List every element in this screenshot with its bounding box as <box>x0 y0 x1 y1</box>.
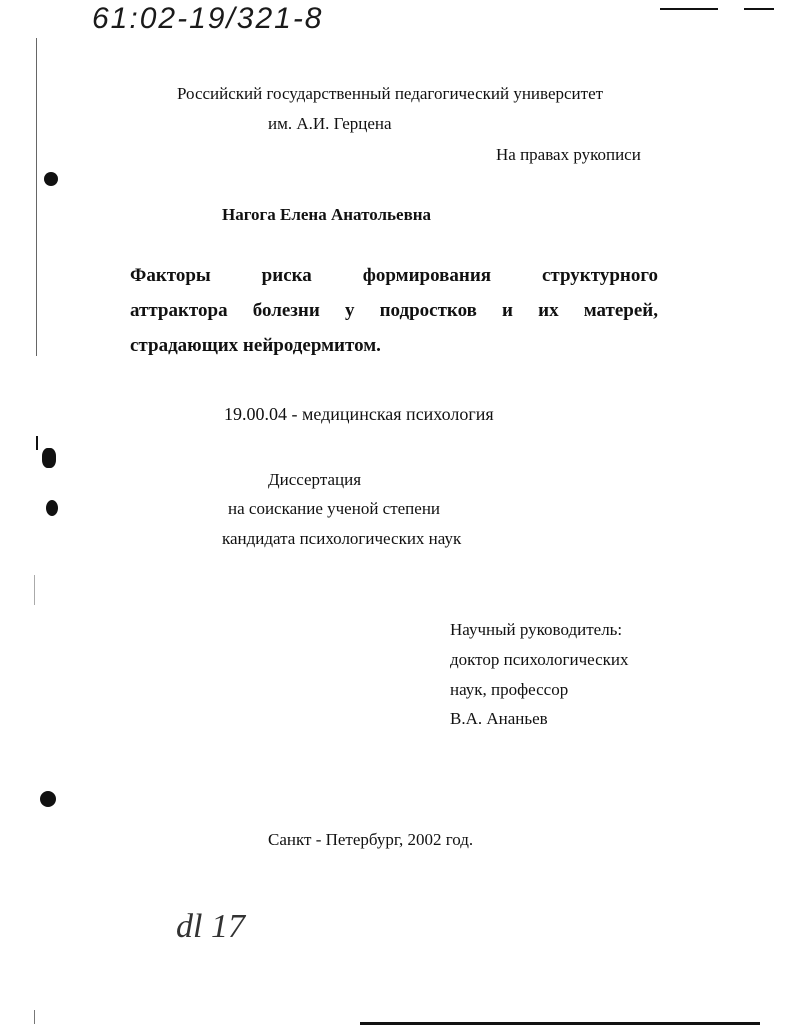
scan-mark-top-line <box>660 8 718 10</box>
university-name: Российский государственный педагогический университет <box>177 84 604 103</box>
scan-mark-bottom-left <box>34 1010 35 1024</box>
title-line-1: Факторы риска формирования структурного <box>130 265 658 286</box>
title-line-2: аттрактора болезни у подростков и их матерей, <box>130 300 658 321</box>
supervisor-name: В.А. Ананьев <box>450 709 548 728</box>
supervisor-rank-line-1: доктор психологических <box>450 650 629 669</box>
left-margin-line <box>36 38 37 356</box>
archive-stamp: 61:02-19/321-8 <box>92 2 324 35</box>
handwritten-note: dl 17 <box>176 908 245 945</box>
university-named-after: им. А.И. Герцена <box>268 114 392 133</box>
scan-blot-3 <box>46 500 58 516</box>
dissertation-type: Диссертация <box>268 470 362 489</box>
supervisor-rank-line-2: наук, профессор <box>450 680 569 699</box>
scan-blot-1 <box>44 172 58 186</box>
specialty: 19.00.04 - медицинская психология <box>224 404 494 424</box>
scan-mark-top-line-2 <box>744 8 774 10</box>
scan-blot-2 <box>42 448 56 468</box>
scan-mark-left-faint <box>34 575 35 605</box>
dissertation-degree: кандидата психологических наук <box>222 529 462 548</box>
dissertation-purpose: на соискание ученой степени <box>228 499 441 518</box>
manuscript-rights: На правах рукописи <box>496 145 641 164</box>
supervisor-label: Научный руководитель: <box>450 620 623 639</box>
scan-blot-4 <box>40 791 56 807</box>
author-name: Нагога Елена Анатольевна <box>222 205 432 224</box>
city-year: Санкт - Петербург, 2002 год. <box>268 830 474 849</box>
title-line-3: страдающих нейродермитом. <box>130 335 381 356</box>
scan-mark-bottom-line <box>360 1022 760 1025</box>
scan-mark-left-small <box>36 436 38 450</box>
